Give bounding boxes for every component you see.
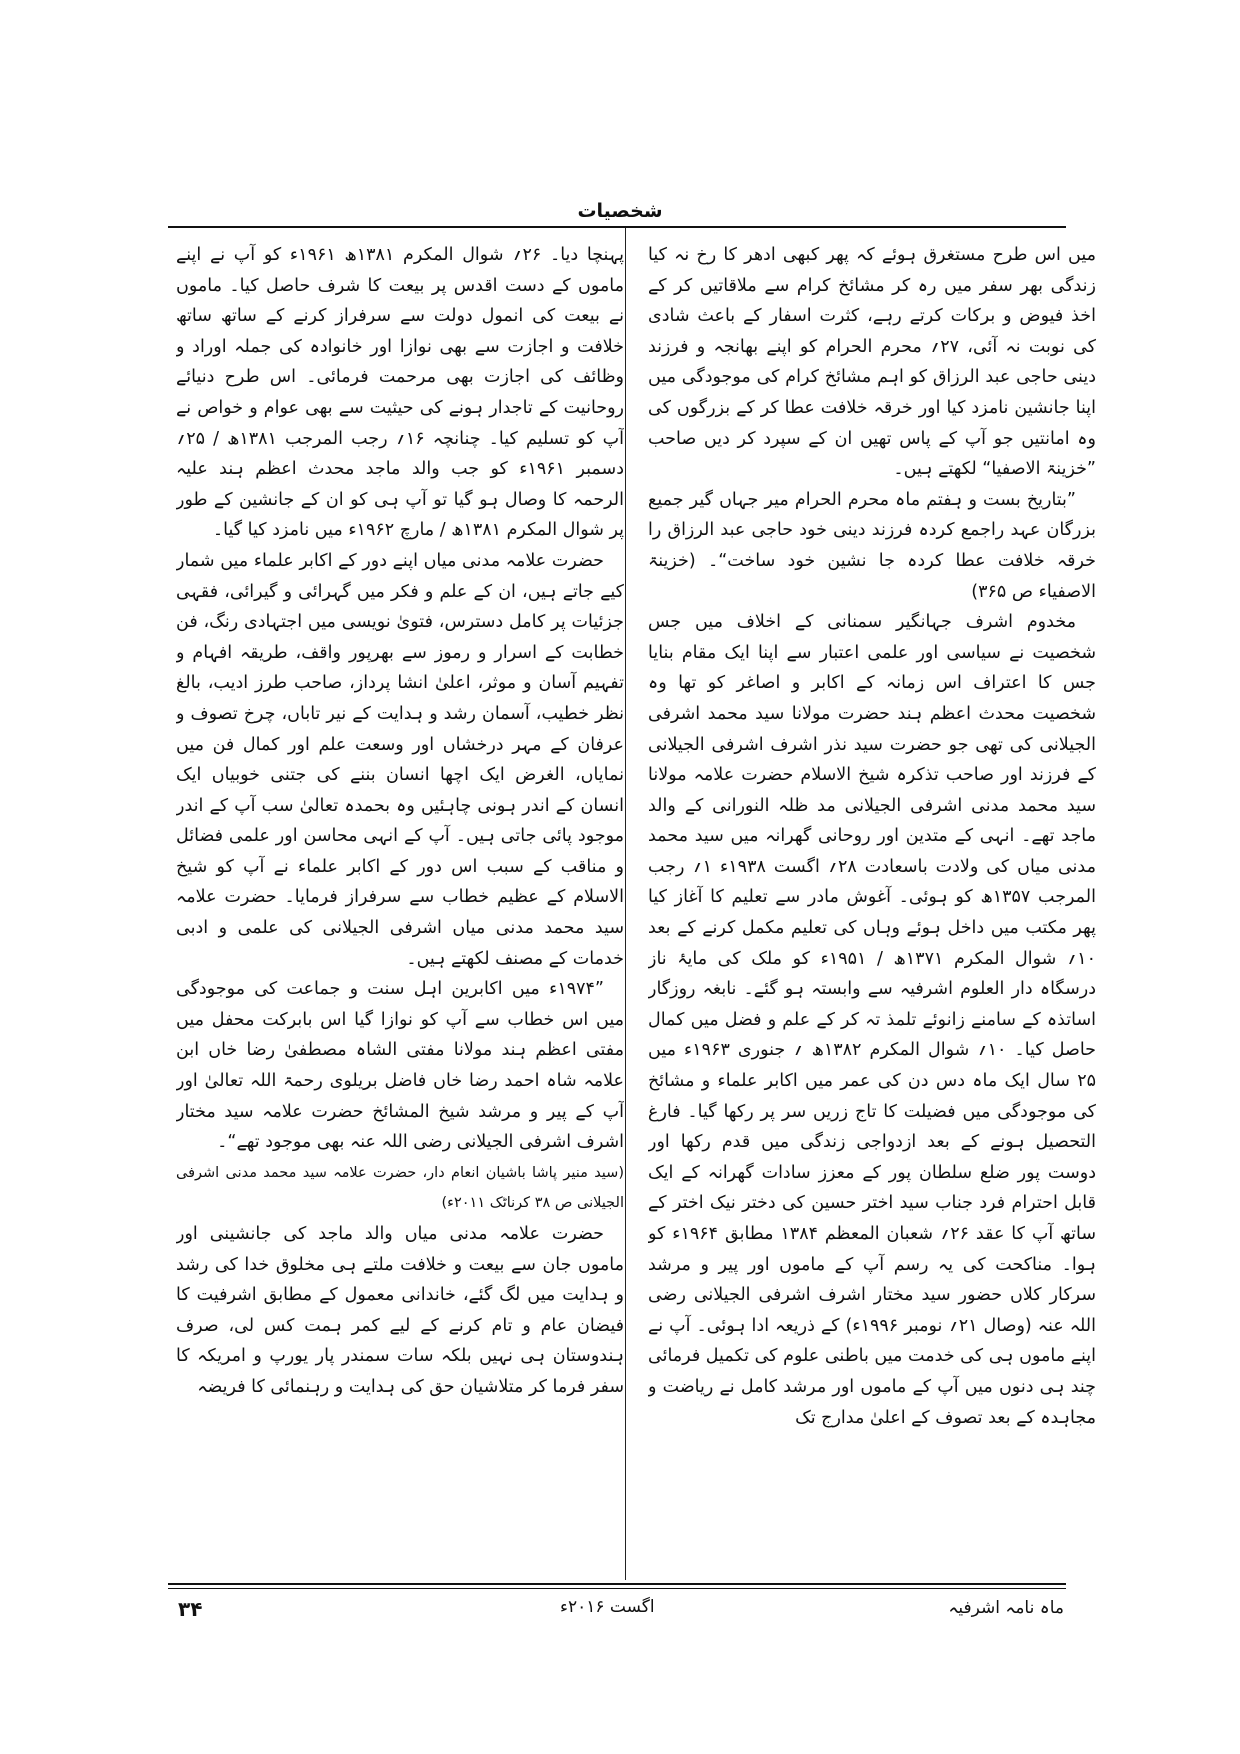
column-divider xyxy=(625,228,626,1580)
issue-date: اگست ۲۰۱۶ء xyxy=(560,1597,655,1617)
section-title: شخصیات xyxy=(577,200,663,222)
header-rule xyxy=(168,226,1066,228)
citation: (سید منیر پاشا باشیان انعام دار، حضرت علامہ سید محمد مدنی اشرفی الجیلانی ص ۳۸ کرناٹک ۲۰۱۱ء) xyxy=(176,1164,624,1212)
left-column xyxy=(176,240,624,1575)
quote-paragraph: ”بتاریخ بست و ہفتم ماہ محرم الحرام میر جہاں گیر جمیع بزرگان عہد راجمع کردہ فرزند دینی خود حاجی عبد الرزاق را خرقہ خلافت عطا کردہ جا نشین خود ساخت“۔ (خزینۃ الاصفیاء ص ۳۶۵) xyxy=(648,489,1096,602)
footer-rule-thin xyxy=(168,1588,1066,1589)
paragraph: پہنچا دیا۔ ۲۶؍ شوال المکرم ۱۳۸۱ھ ۱۹۶۱ء کو آپ نے اپنے ماموں کے دست اقدس پر بیعت کا شرف حاصل کیا۔ ماموں نے بیعت کی انمول دولت سے سرفراز کرنے کے ساتھ ساتھ خلافت و اجازت سے بھی نوازا اور خانوادہ کی جملہ اوراد و وظائف کی اجازت بھی مرحمت فرمائی۔ اس طرح دنیائے روحانیت کے تاجدار ہونے کی حیثیت سے بھی عوام و خواص نے آپ کو تسلیم کیا۔ چنانچہ ۱۶؍ رجب المرجب ۱۳۸۱ھ / ۲۵؍ دسمبر ۱۹۶۱ء کو جب والد ماجد محدث اعظم ہند علیہ الرحمہ کا وصال ہو گیا تو آپ ہی کو ان کے جانشین کے طور پر شوال المکرم ۱۳۸۱ھ / مارچ ۱۹۶۲ء میں نامزد کیا گیا۔ xyxy=(176,245,624,541)
page-number: ۳۴ xyxy=(178,1597,203,1621)
paragraph: حضرت علامہ مدنی میاں اپنے دور کے اکابر علماء میں شمار کیے جاتے ہیں، ان کے علم و فکر میں گہرائی و گیرائی، فقہی جزئیات پر کامل دسترس، فتویٰ نویسی میں اجتہادی رنگ، فن خطابت کے اسرار و رموز سے بھرپور واقف، طریقہ افہام و تفہیم آسان و موثر، اعلیٰ انشا پرداز، صاحب طرز ادیب، بالغ نظر خطیب، آسمان رشد و ہدایت کے نیر تاباں، چرخ تصوف و عرفان کے مہر درخشاں اور وسعت علم اور کمال فن میں نمایاں، الغرض ایک اچھا انسان بننے کی جتنی خوبیاں ایک انسان کے اندر ہونی چاہئیں وہ بحمدہ تعالیٰ سب آپ کے اندر موجود پائی جاتی ہیں۔ آپ کے انہی محاسن اور علمی فضائل و مناقب کے سبب اس دور کے اکابر علماء نے آپ کو شیخ الاسلام کے عظیم خطاب سے سرفراز فرمایا۔ حضرت علامہ سید محمد مدنی میاں اشرفی الجیلانی کی علمی و ادبی خدمات کے مصنف لکھتے ہیں۔ xyxy=(176,550,624,969)
footer-rule xyxy=(168,1583,1066,1585)
quote-paragraph: ”۱۹۷۴ء میں اکابرین اہل سنت و جماعت کی موجودگی میں اس خطاب سے آپ کو نوازا گیا اس بابرکت محفل میں مفتی اعظم ہند مولانا مفتی الشاہ مصطفیٰ رضا خاں ابن علامہ شاہ احمد رضا خاں فاضل بریلوی رحمۃ اللہ تعالیٰ اور آپ کے پیر و مرشد شیخ المشائخ حضرت علامہ سید مختار اشرف اشرفی الجیلانی رضی اللہ عنہ بھی موجود تھے“۔ xyxy=(176,979,624,1153)
paragraph: مخدوم اشرف جہانگیر سمنانی کے اخلاف میں جس شخصیت نے سیاسی اور علمی اعتبار سے اپنا ایک مقام بنایا جس کا اعتراف اس زمانہ کے اکابر و اصاغر کو تھا وہ شخصیت محدث اعظم ہند حضرت مولانا سید محمد اشرفی الجیلانی کی تھی جو حضرت سید نذر اشرف اشرفی الجیلانی کے فرزند اور صاحب تذکرہ شیخ الاسلام حضرت علامہ مولانا سید محمد مدنی اشرفی الجیلانی مد ظلہ النورانی کے والد ماجد تھے۔ انہی کے متدین اور روحانی گھرانہ میں سید محمد مدنی میاں کی ولادت باسعادت ۲۸؍ اگست ۱۹۳۸ء ۱؍ رجب المرجب ۱۳۵۷ھ کو ہوئی۔ آغوش مادر سے تعلیم کا آغاز کیا پھر مکتب میں داخل ہوئے وہاں کی تعلیم مکمل کرنے کے بعد ۱۰؍ شوال المکرم ۱۳۷۱ھ / ۱۹۵۱ء کو ملک کی مایۂ ناز درسگاہ دار العلوم اشرفیہ سے وابستہ ہو گئے۔ نابغہ روزگار اساتذہ کے سامنے زانوئے تلمذ تہ کر کے علم و فضل میں کمال حاصل کیا۔ ۱۰؍ شوال المکرم ۱۳۸۲ھ ؍ جنوری ۱۹۶۳ء میں ۲۵ سال ایک ماہ دس دن کی عمر میں اکابر علماء و مشائخ کی موجودگی میں فضیلت کا تاج زریں سر پر رکھا گیا۔ فارغ التحصیل ہونے کے بعد ازدواجی زندگی میں قدم رکھا اور دوست پور ضلع سلطان پور کے معزز سادات گھرانہ کے ایک قابل احترام فرد جناب سید اختر حسین کی دختر نیک اختر کے ساتھ آپ کا عقد ۲۶؍ شعبان المعظم ۱۳۸۴ مطابق ۱۹۶۴ء کو ہوا۔ مناکحت کی یہ رسم آپ کے ماموں اور پیر و مرشد سرکار کلاں حضور سید مختار اشرف اشرفی الجیلانی رضی اللہ عنہ (وصال ۲۱؍ نومبر ۱۹۹۶ء) کے ذریعہ ادا ہوئی۔ آپ نے اپنے ماموں ہی کی خدمت میں باطنی علوم کی تکمیل فرمائی چند ہی دنوں میں آپ کے ماموں اور مرشد کامل نے ریاضت و مجاہدہ کے بعد تصوف کے اعلیٰ مدارج تک xyxy=(648,612,1096,1428)
magazine-name: ماہ نامہ اشرفیہ xyxy=(948,1598,1064,1618)
paragraph: حضرت علامہ مدنی میاں والد ماجد کی جانشینی اور ماموں جان سے بیعت و خلافت ملتے ہی مخلوق خدا کی رشد و ہدایت میں لگ گئے، خاندانی معمول کے مطابق اشرفیت کا فیضان عام و تام کرنے کے لیے کمر ہمت کس لی، صرف ہندوستان ہی نہیں بلکہ سات سمندر پار یورپ و امریکہ کا سفر فرما کر متلاشیان حق کی ہدایت و رہنمائی کا فریضہ xyxy=(176,1224,624,1397)
paragraph: میں اس طرح مستغرق ہوئے کہ پھر کبھی ادھر کا رخ نہ کیا زندگی بھر سفر میں رہ کر مشائخ کرام سے ملاقاتیں کر کے اخذ فیوض و برکات کرتے رہے، کثرت اسفار کے باعث شادی کی نوبت نہ آئی، ۲۷؍ محرم الحرام کو اپنے بھانجہ و فرزند دینی حاجی عبد الرزاق کو اہم مشائخ کرام کی موجودگی میں اپنا جانشین نامزد کیا اور خرقہ خلافت عطا کر کے بزرگوں کی وہ امانتیں جو آپ کے پاس تھیں ان کے سپرد کر دیں صاحب ”خزینۃ الاصفیا“ لکھتے ہیں۔ xyxy=(648,245,1096,480)
right-column xyxy=(648,240,1096,1575)
